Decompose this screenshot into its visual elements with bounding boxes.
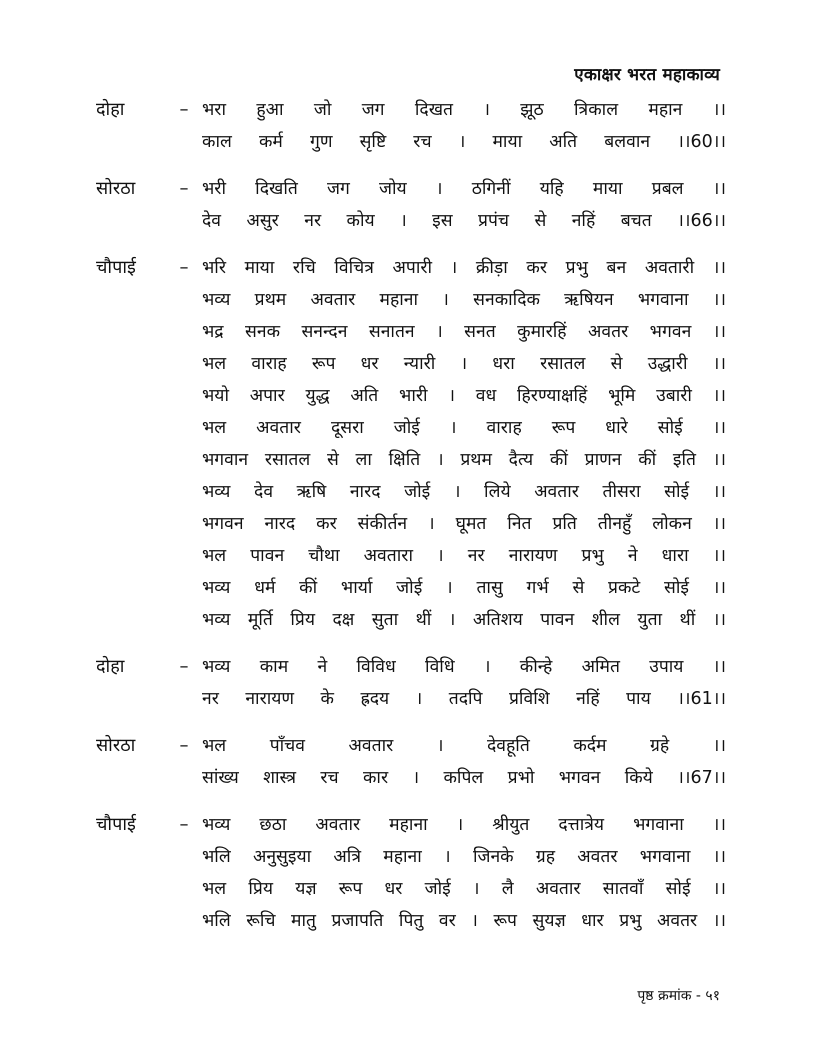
stanza-doha-60 xyxy=(96,94,726,158)
verse-line: भल वाराह रूप धर न्यारी । धरा रसातल से उद्धारी ।। xyxy=(202,354,726,374)
verse-line: भल प्रिय यज्ञ रूप धर जोई । लै अवतार सातवाँ सोई ।। xyxy=(202,879,726,899)
verse-content xyxy=(96,94,726,952)
stanza-chaupai-1 xyxy=(96,252,726,636)
stanza-dash: – xyxy=(179,257,189,278)
verse-line: सांख्य शास्त्र रच कार । कपिल प्रभो भगवन किये ।।67।। xyxy=(202,768,726,788)
verse-line: देव असुर नर कोय । इस प्रपंच से नहिं बचत ।।66।। xyxy=(202,211,726,231)
verse-line: भलि अनुसुइया अत्रि महाना । जिनके ग्रह अवतर भगवाना ।। xyxy=(202,847,726,867)
verse-line: नर नारायण के ह्रदय । तदपि प्रविशि नहिं पाय ।।61।। xyxy=(202,689,726,709)
stanza-dash: – xyxy=(179,814,189,835)
stanza-label: दोहा xyxy=(96,656,125,677)
verse-line: भल अवतार दूसरा जोई । वाराह रूप धारे सोई ।। xyxy=(202,418,726,438)
verse-line: भगवन नारद कर संकीर्तन । घूमत नित प्रति तीनहुँ लोकन ।। xyxy=(202,514,726,534)
stanza-dash: – xyxy=(179,99,189,120)
stanza-dash: – xyxy=(179,656,189,677)
stanza-label: चौपाई xyxy=(96,257,136,278)
verse-line: भयो अपार युद्ध अति भारी । वध हिरण्याक्षहिं भूमि उबारी ।। xyxy=(202,386,726,406)
verse-line: भव्य प्रथम अवतार महाना । सनकादिक ऋषियन भगवाना ।। xyxy=(202,290,726,310)
verse-line: भल पावन चौथा अवतारा । नर नारायण प्रभु ने धारा ।। xyxy=(202,546,726,566)
verse-line: भलि रूचि मातु प्रजापति पितु वर । रूप सुयज्ञ धार प्रभु अवतर ।। xyxy=(202,911,726,931)
verse-line: भव्य मूर्ति प्रिय दक्ष सुता थीं । अतिशय पावन शील युता थीं ।। xyxy=(202,610,726,630)
verse-line: भल पाँचव अवतार । देवहूति कर्दम ग्रहे ।। xyxy=(202,736,726,756)
stanza-dash: – xyxy=(179,735,189,756)
stanza-chaupai-2 xyxy=(96,809,726,937)
verse-line: भव्य देव ऋषि नारद जोई । लिये अवतार तीसरा सोई ।। xyxy=(202,482,726,502)
stanza-label: सोरठा xyxy=(96,735,136,756)
stanza-doha-61 xyxy=(96,651,726,715)
verse-line: भगवान रसातल से ला क्षिति । प्रथम दैत्य कीं प्राणन कीं इति ।। xyxy=(202,450,726,470)
verse-line: भरी दिखति जग जोय । ठगिनीं यहि माया प्रबल ।। xyxy=(202,179,726,199)
stanza-dash: – xyxy=(179,178,189,199)
verse-line: भद्र सनक सनन्दन सनातन । सनत कुमारहिं अवतर भगवन ।। xyxy=(202,322,726,342)
stanza-sortha-67 xyxy=(96,730,726,794)
verse-line: काल कर्म गुण सृष्टि रच । माया अति बलवान ।।60।। xyxy=(202,132,726,152)
stanza-label: सोरठा xyxy=(96,178,136,199)
verse-line: भरि माया रचि विचित्र अपारी । क्रीड़ा कर प्रभु बन अवतारी ।। xyxy=(202,258,726,278)
running-title: एकाक्षर भरत महाकाव्य xyxy=(574,65,720,85)
stanza-label: दोहा xyxy=(96,99,125,120)
verse-line: भव्य छठा अवतार महाना । श्रीयुत दत्तात्रेय भगवाना ।। xyxy=(202,815,726,835)
verse-line: भरा हुआ जो जग दिखत । झूठ त्रिकाल महान ।। xyxy=(202,100,726,120)
page-number: पृष्ठ क्रमांक - ५१ xyxy=(637,988,720,1004)
stanza-sortha-66 xyxy=(96,173,726,237)
verse-line: भव्य धर्म कीं भार्या जोई । तासु गर्भ से प्रकटे सोई ।। xyxy=(202,578,726,598)
verse-line: भव्य काम ने विविध विधि । कीन्हे अमित उपाय ।। xyxy=(202,657,726,677)
stanza-label: चौपाई xyxy=(96,814,136,835)
